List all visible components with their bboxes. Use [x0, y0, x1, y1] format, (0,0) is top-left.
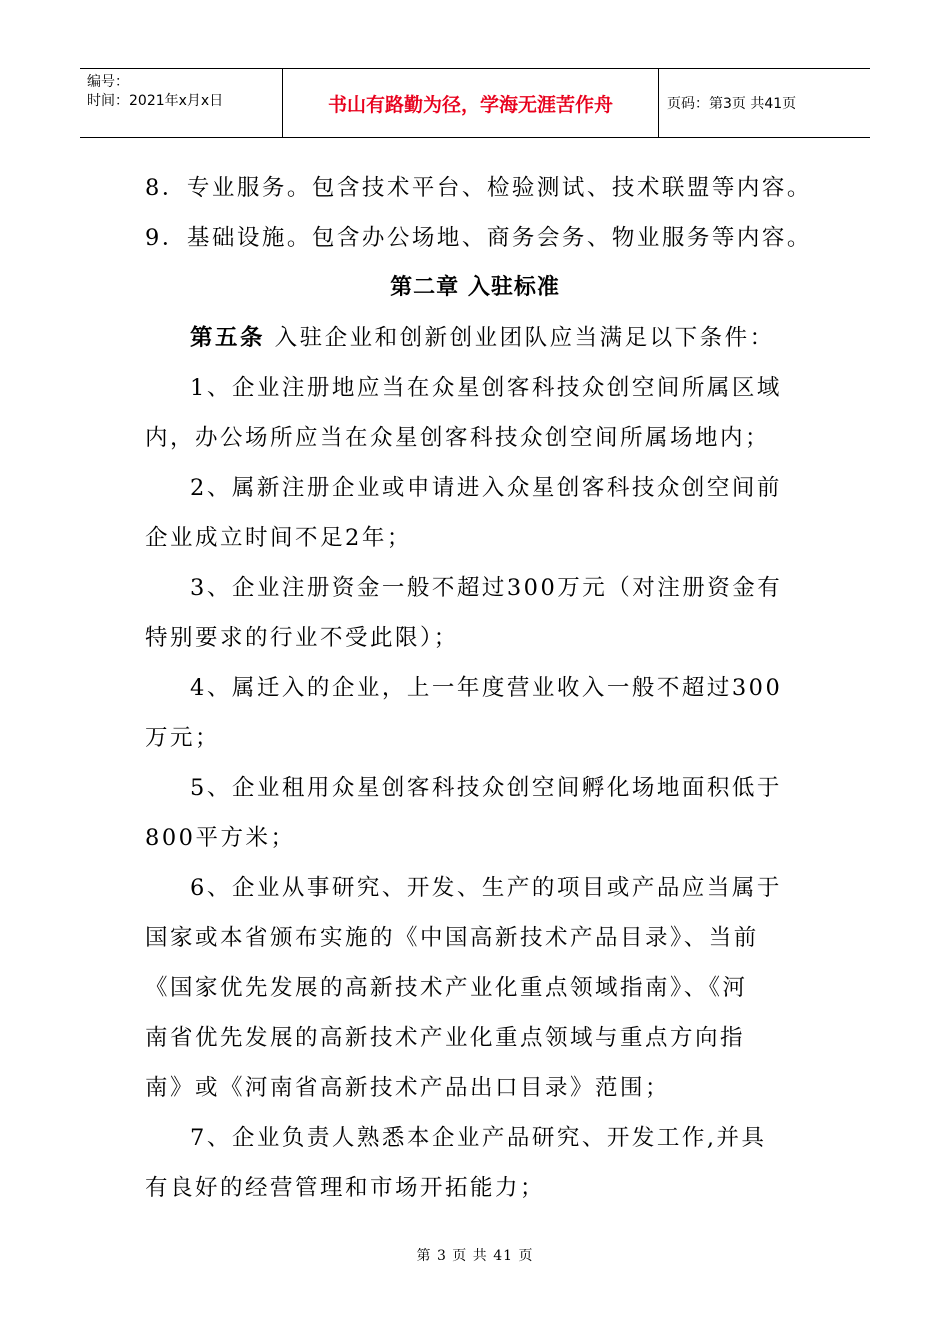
- condition-3-line-1: 3、企业注册资金一般不超过300万元（对注册资金有: [190, 575, 783, 601]
- condition-6-line-2: 国家或本省颁布实施的《中国高新技术产品目录》、当前: [145, 925, 759, 951]
- condition-2-line-2: 企业成立时间不足2年；: [145, 525, 412, 551]
- header-info-cell: [80, 69, 283, 137]
- header-motto: 书山有路勤为径，学海无涯苦作舟: [283, 69, 659, 137]
- condition-6-line-1: 6、企业从事研究、开发、生产的项目或产品应当属于: [190, 875, 782, 901]
- condition-1-line-1: 1、企业注册地应当在众星创客科技众创空间所属区域: [190, 375, 782, 401]
- condition-5-line-1: 5、企业租用众星创客科技众创空间孵化场地面积低于: [190, 775, 782, 801]
- condition-5-line-2: 800平方米；: [145, 825, 296, 851]
- condition-6-line-3: 《国家优先发展的高新技术产业化重点领域指南》、《河: [145, 975, 748, 1001]
- article-text: 入驻企业和创新创业团队应当满足以下条件：: [265, 325, 775, 351]
- condition-4-line-2: 万元；: [145, 725, 221, 751]
- condition-1-line-2: 内，办公场所应当在众星创客科技众创空间所属场地内；: [145, 425, 771, 451]
- list-item-8: 8．专业服务。包含技术平台、检验测试、技术联盟等内容。: [145, 175, 812, 201]
- page-header: [80, 68, 870, 138]
- condition-4-line-1: 4、属迁入的企业，上一年度营业收入一般不超过300: [190, 675, 783, 701]
- page-footer: 第 3 页 共 41 页: [416, 1248, 534, 1264]
- article-5-paragraph: [190, 320, 775, 352]
- document-number-label: 编号：: [87, 74, 129, 90]
- condition-6-line-4: 南省优先发展的高新技术产业化重点领域与重点方向指: [145, 1025, 746, 1051]
- condition-2-line-1: 2、属新注册企业或申请进入众星创客科技众创空间前: [190, 475, 782, 501]
- condition-7-line-1: 7、企业负责人熟悉本企业产品研究、开发工作,并具: [190, 1125, 767, 1151]
- document-date: 时间：2021年x月x日: [87, 93, 224, 109]
- condition-3-line-2: 特别要求的行业不受此限）；: [145, 625, 459, 651]
- condition-7-line-2: 有良好的经营管理和市场开拓能力；: [145, 1175, 546, 1201]
- article-label: 第五条: [190, 325, 266, 351]
- chapter-heading: 第二章 入驻标准: [390, 275, 560, 300]
- header-page-info: 页码：第3页 共41页: [667, 96, 797, 112]
- condition-6-line-5: 南》或《河南省高新技术产品出口目录》范围；: [145, 1075, 671, 1101]
- list-item-9: 9．基础设施。包含办公场地、商务会务、物业服务等内容。: [145, 225, 812, 251]
